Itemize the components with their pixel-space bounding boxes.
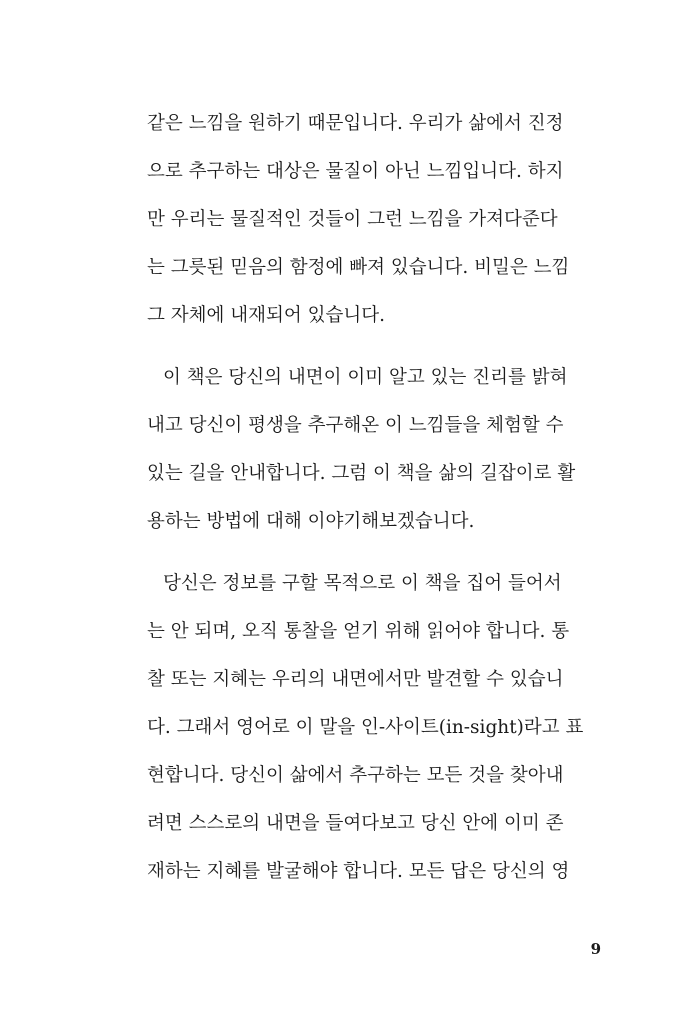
paragraph-line: 찰 또는 지혜는 우리의 내면에서만 발견할 수 있습니 [147,669,564,690]
paragraph-line: 내고 당신이 평생을 추구해온 이 느낌들을 체험할 수 [147,415,564,436]
paragraph-line: 재하는 지혜를 발굴해야 합니다. 모든 답은 당신의 영 [147,861,570,882]
paragraph-line: 용하는 방법에 대해 이야기해보겠습니다. [147,511,475,532]
paragraph-line: 이 책은 당신의 내면이 이미 알고 있는 진리를 밝혀 [163,367,568,388]
paragraph-3 [147,560,607,896]
page-number: 9 [590,940,601,958]
paragraph-line: 현합니다. 당신이 삶에서 추구하는 모든 것을 찾아내 [147,765,564,786]
paragraph-line: 같은 느낌을 원하기 때문입니다. 우리가 삶에서 진정 [147,113,564,134]
paragraph-2 [147,354,607,546]
paragraph-line: 당신은 정보를 구할 목적으로 이 책을 집어 들어서 [163,573,562,594]
paragraph-line: 있는 길을 안내합니다. 그럼 이 책을 삶의 길잡이로 활 [147,463,576,484]
paragraph-line: 는 그릇된 믿음의 함정에 빠져 있습니다. 비밀은 느낌 [147,257,570,278]
paragraph-line: 으로 추구하는 대상은 물질이 아닌 느낌입니다. 하지 [147,161,564,182]
paragraph-line: 만 우리는 물질적인 것들이 그런 느낌을 가져다준다 [147,209,558,230]
paragraph-line: 그 자체에 내재되어 있습니다. [147,305,385,326]
paragraph-line: 는 안 되며, 오직 통찰을 얻기 위해 읽어야 합니다. 통 [147,621,570,642]
paragraph-line: 다. 그래서 영어로 이 말을 인-사이트(in-sight)라고 표 [147,717,584,738]
paragraph-line: 려면 스스로의 내면을 들여다보고 당신 안에 이미 존 [147,813,564,834]
paragraph-1 [147,100,607,340]
